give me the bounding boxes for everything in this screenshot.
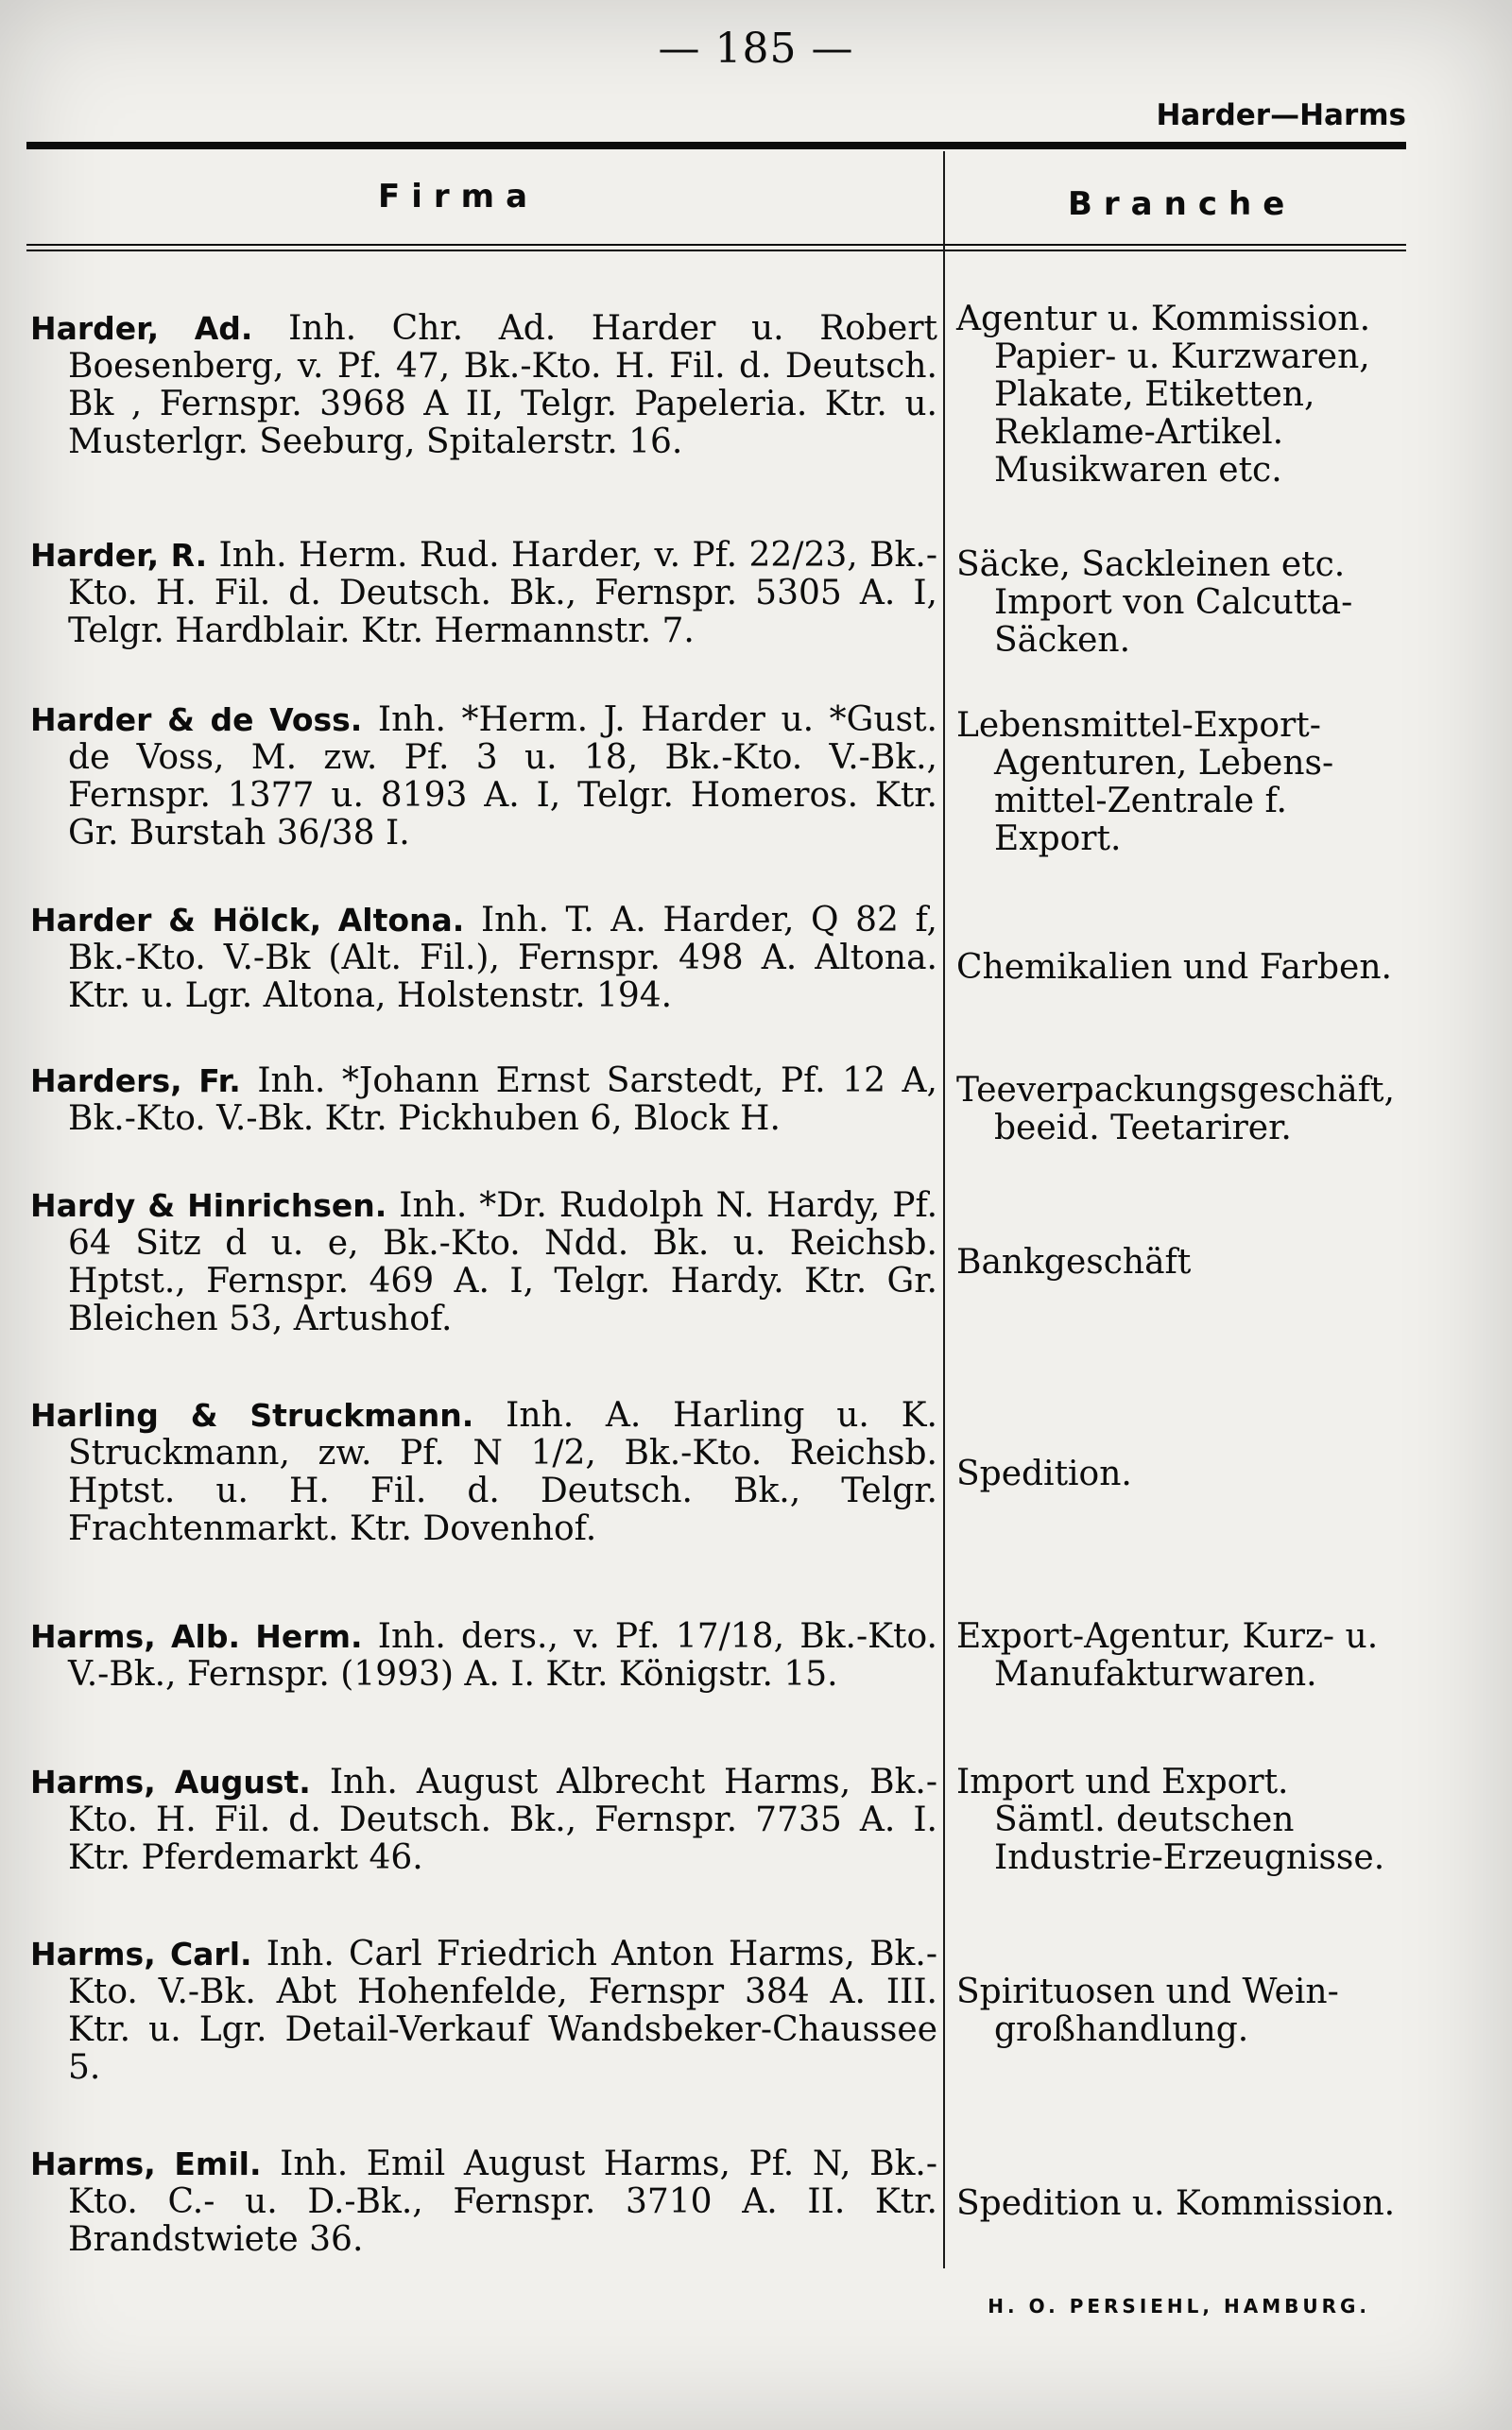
branch-line: Bankgeschäft (956, 1243, 1192, 1282)
entry-firm (30, 537, 937, 650)
entry-firm (30, 1187, 937, 1338)
branch-line: mittel-Zentrale f. (994, 782, 1287, 820)
firm-details: Inh. *Herm. J. Harder u. *Gust. de Voss, M. zw. Pf. 3 u. 18, Bk.-Kto. V.-Bk., Fernspr. 1377 u. 8193 A. I, Telgr. Homeros. Ktr. Gr. Burstah 36/38 I. (68, 700, 938, 853)
firm-name: Harms, Emil. (30, 2146, 262, 2182)
firm-name: Harms, Carl. (30, 1936, 252, 1973)
entry-firm (30, 1764, 937, 1877)
firm-name: Harder, R. (30, 537, 208, 574)
branch-line: großhandlung. (994, 2010, 1249, 2049)
firm-name: Harder & Hölck, Altona. (30, 902, 465, 939)
branch-line: beeid. Teetarirer. (994, 1109, 1292, 1147)
entry-branch (956, 301, 1448, 490)
entry-firm (30, 1397, 937, 1548)
branch-line: Säcke, Sackleinen etc. (956, 545, 1346, 584)
running-head: Harder—Harms (1156, 98, 1406, 132)
branch-line: Lebensmittel-Export- (956, 706, 1321, 745)
branch-line: Säcken. (994, 621, 1131, 660)
firm-details: Inh. Emil August Harms, Pf. N, Bk.-Kto. C.- u. D.-Bk., Fernspr. 3710 A. II. Ktr. Brandstwiete 36. (68, 2145, 937, 2259)
entry-branch (956, 1973, 1448, 2049)
entry-firm (30, 1062, 937, 1138)
branch-line: Agenturen, Lebens- (994, 744, 1334, 783)
entry-branch (956, 1072, 1448, 1147)
branch-line: Import und Export. (956, 1763, 1289, 1801)
firm-details: Inh. *Johann Ernst Sarstedt, Pf. 12 A, Bk.-Kto. V.-Bk. Ktr. Pickhuben 6, Block H. (68, 1061, 937, 1138)
page-number: — 185 — (658, 25, 854, 73)
branch-line: Plakate, Etiketten, (994, 375, 1315, 414)
branch-line: Musikwaren etc. (994, 451, 1282, 490)
branch-line: Papier- u. Kurzwaren, (994, 337, 1370, 376)
firm-name: Harms, Alb. Herm. (30, 1618, 363, 1655)
branch-line: Chemikalien und Farben. (956, 948, 1392, 987)
branch-line: Spirituosen und Wein- (956, 1973, 1339, 2011)
firm-name: Harders, Fr. (30, 1062, 241, 1099)
entry-branch (956, 546, 1448, 660)
entry-firm (30, 1936, 937, 2087)
entry-firm (30, 2146, 937, 2259)
branch-line: Spedition. (956, 1455, 1132, 1493)
branch-line: Reklame-Artikel. (994, 413, 1284, 452)
column-header-firma: Firma (378, 178, 540, 215)
printer-imprint: H. O. PERSIEHL, HAMBURG. (988, 2295, 1370, 2318)
branch-line: Sämtl. deutschen (994, 1801, 1295, 1839)
branch-line: Spedition u. Kommission. (956, 2184, 1396, 2223)
firm-details: Inh. Chr. Ad. Harder u. Robert Boesenberg, v. Pf. 47, Bk.-Kto. H. Fil. d. Deutsch. Bk , Fernspr. 3968 A II, Telgr. Papeleria. Ktr. u. Musterlgr. Seeburg, Spitalerstr. 16. (68, 309, 938, 461)
firm-name: Harling & Struckmann. (30, 1397, 474, 1434)
branch-line: Import von Calcutta- (994, 583, 1353, 622)
entry-branch (956, 2185, 1448, 2223)
branch-line: Teeverpackungsgeschäft, (956, 1071, 1395, 1110)
entry-branch (956, 1764, 1448, 1877)
branch-line: Industrie-Erzeugnisse. (994, 1838, 1385, 1877)
column-divider (943, 151, 945, 2268)
entry-firm (30, 1618, 937, 1694)
entry-firm (30, 310, 937, 461)
firm-name: Harder, Ad. (30, 310, 253, 347)
header-double-rule (26, 244, 1406, 251)
branch-line: Export. (994, 819, 1122, 858)
firm-name: Harms, August. (30, 1764, 311, 1801)
firm-details: Inh. August Albrecht Harms, Bk.-Kto. H. Fil. d. Deutsch. Bk., Fernspr. 7735 A. I. Ktr. Pferdemarkt 46. (68, 1763, 937, 1877)
firm-details: Inh. T. A. Harder, Q 82 f, Bk.-Kto. V.-Bk (Alt. Fil.), Fernspr. 498 A. Altona. Ktr. u. Lgr. Altona, Holstenstr. 194. (68, 901, 937, 1015)
top-rule (26, 142, 1406, 149)
entry-branch (956, 949, 1448, 987)
firm-details: Inh. Carl Friedrich Anton Harms, Bk.-Kto. V.-Bk. Abt Hohenfelde, Fernspr 384 A. III. Ktr. u. Lgr. Detail-Verkauf Wandsbeker-Chaussee 5. (68, 1935, 937, 2087)
firm-details: Inh. *Dr. Rudolph N. Hardy, Pf. 64 Sitz d u. e, Bk.-Kto. Ndd. Bk. u. Reichsb. Hptst., Fernspr. 469 A. I, Telgr. Hardy. Ktr. Gr. Bleichen 53, Artushof. (68, 1186, 938, 1338)
firm-name: Harder & de Voss. (30, 701, 363, 738)
branch-line: Agentur u. Kommission. (956, 300, 1371, 338)
column-header-branche: Branche (1068, 185, 1297, 223)
branch-line: Export-Agentur, Kurz- u. (956, 1617, 1379, 1656)
branch-line: Manufakturwaren. (994, 1655, 1317, 1694)
firm-name: Hardy & Hinrichsen. (30, 1187, 387, 1224)
entry-firm (30, 701, 937, 853)
entry-branch (956, 707, 1448, 858)
entry-branch (956, 1618, 1448, 1694)
entry-branch (956, 1244, 1448, 1282)
firm-details: Inh. Herm. Rud. Harder, v. Pf. 22/23, Bk.-Kto. H. Fil. d. Deutsch. Bk., Fernspr. 5305 A. I, Telgr. Hardblair. Ktr. Hermannstr. 7. (68, 536, 937, 650)
firm-details: Inh. A. Harling u. K. Struckmann, zw. Pf. N 1/2, Bk.-Kto. Reichsb. Hptst. u. H. Fil. d. Deutsch. Bk., Telgr. Frachtenmarkt. Ktr. Dovenhof. (68, 1396, 937, 1548)
entry-branch (956, 1456, 1448, 1493)
firm-details: Inh. ders., v. Pf. 17/18, Bk.-Kto. V.-Bk., Fernspr. (1993) A. I. Ktr. Königstr. 15. (68, 1617, 937, 1694)
entry-firm (30, 902, 937, 1015)
